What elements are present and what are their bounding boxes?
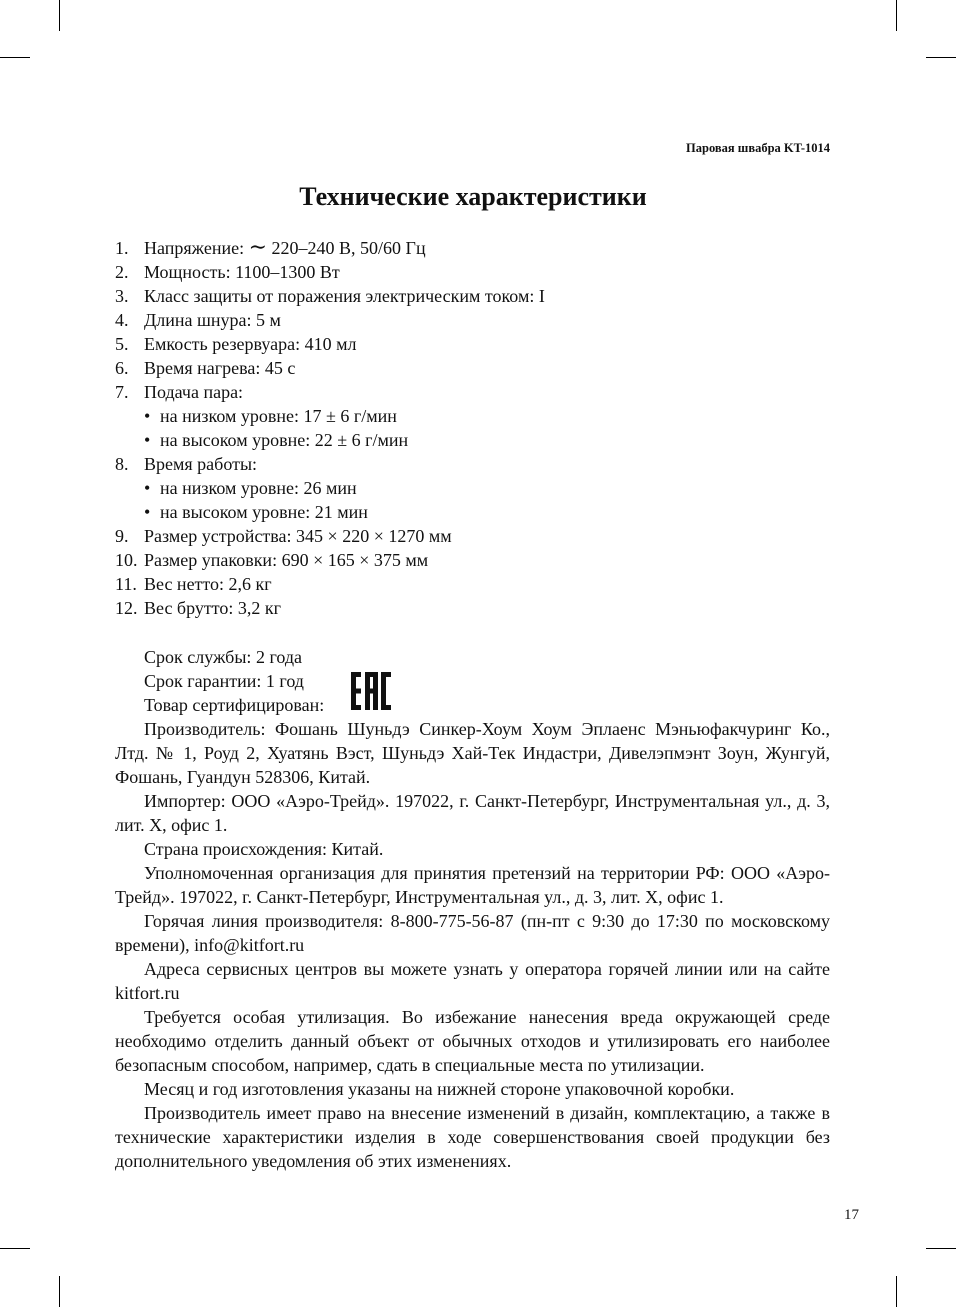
certification-label: Товар сертифицирован: [144, 695, 325, 715]
spec-text: Вес брутто: 3,2 кг [144, 598, 281, 618]
spec-number: 11. [115, 574, 137, 594]
ac-tilde-icon: ∼ [248, 234, 268, 259]
manufacturer-info: Производитель: Фошань Шуньдэ Синкер-Хоум Хоум Эплаенс Мэньюфакчуринг Ко., Лтд. № 1, Роуд 2, Хуатянь Вэст, Шуньдэ Хай-Тек Индастри, Дивелэпмэнт Зоун, Жунгуй, Фошань, Гуандун 528306, Китай. [115, 719, 830, 787]
spec-text: Время нагрева: 45 с [144, 358, 296, 378]
spec-item [115, 308, 830, 332]
spec-value: 220–240 В, 50/60 Гц [271, 238, 426, 258]
spec-number: 3. [115, 286, 129, 306]
spec-item [115, 236, 830, 260]
spec-subitem-text: на высоком уровне: 21 мин [160, 502, 368, 522]
spec-item [115, 572, 830, 596]
spec-item [115, 380, 830, 404]
spec-number: 2. [115, 262, 129, 282]
spec-text: Емкость резервуара: 410 мл [144, 334, 357, 354]
spec-subitem [115, 404, 830, 428]
crop-mark-bottom-right-vertical [896, 1276, 897, 1307]
info-section [115, 645, 830, 1173]
running-header: Паровая швабра KT-1014 [686, 141, 830, 155]
spec-item [115, 452, 830, 476]
spec-number: 9. [115, 526, 129, 546]
spec-text: Размер упаковки: 690 × 165 × 375 мм [144, 550, 429, 570]
changes-notice: Производитель имеет право на внесение изменений в дизайн, комплектацию, а также в технические характеристики изделия в ходе совершенствования своей продукции без дополнительного уведомления об этих изменениях. [115, 1103, 830, 1171]
crop-mark-bottom-right-horizontal [926, 1248, 956, 1249]
spec-item [115, 356, 830, 380]
crop-mark-bottom-left-horizontal [0, 1248, 30, 1249]
bullet-icon: • [144, 406, 151, 426]
service-life: Срок службы: 2 года [144, 647, 303, 667]
crop-mark-top-right-horizontal [926, 57, 956, 58]
spec-subitem [115, 428, 830, 452]
bullet-icon: • [144, 430, 151, 450]
crop-mark-top-right-vertical [896, 0, 897, 31]
country-of-origin: Страна происхождения: Китай. [144, 839, 384, 859]
spec-subitem-text: на низком уровне: 26 мин [160, 478, 357, 498]
spec-number: 10. [115, 550, 138, 570]
authorized-organization: Уполномоченная организация для принятия претензий на территории РФ: ООО «Аэро-Трейд». 197022, г. Санкт-Петербург, Инструментальная ул., д. 3, лит. Х, офис 1. [115, 863, 830, 907]
spec-item [115, 596, 830, 620]
page-number: 17 [844, 1207, 859, 1223]
spec-subitem-text: на низком уровне: 17 ± 6 г/мин [160, 406, 397, 426]
spec-label: Напряжение: [144, 238, 245, 258]
spec-text: Класс защиты от поражения электрическим током: I [144, 286, 545, 306]
spec-list [115, 236, 830, 620]
spec-number: 12. [115, 598, 138, 618]
spec-number: 6. [115, 358, 129, 378]
spec-subitem [115, 500, 830, 524]
spec-number: 7. [115, 382, 129, 402]
service-centers-info: Адреса сервисных центров вы можете узнать у оператора горячей линии или на сайте kitfort.ru [115, 959, 830, 1003]
bullet-icon: • [144, 502, 151, 522]
spec-text: Подача пара: [144, 382, 244, 402]
hotline-info: Горячая линия производителя: 8-800-775-56-87 (пн-пт с 9:30 до 17:30 по московскому времени), info@kitfort.ru [115, 911, 830, 955]
warranty-period: Срок гарантии: 1 год [144, 671, 304, 691]
page-title: Технические характеристики [299, 182, 647, 211]
spec-text: Мощность: 1100–1300 Вт [144, 262, 340, 282]
crop-mark-bottom-left-vertical [59, 1276, 60, 1307]
spec-item [115, 284, 830, 308]
spec-text: Время работы: [144, 454, 258, 474]
crop-mark-top-left-horizontal [0, 57, 30, 58]
importer-info: Импортер: ООО «Аэро-Трейд». 197022, г. Санкт-Петербург, Инструментальная ул., д. 3, лит. Х, офис 1. [115, 791, 830, 835]
spec-subitem [115, 476, 830, 500]
spec-text: Вес нетто: 2,6 кг [144, 574, 272, 594]
eac-certification-icon [350, 671, 392, 711]
spec-item [115, 260, 830, 284]
spec-subitem-text: на высоком уровне: 22 ± 6 г/мин [160, 430, 409, 450]
spec-number: 5. [115, 334, 129, 354]
spec-item [115, 548, 830, 572]
crop-mark-top-left-vertical [59, 0, 60, 31]
spec-text: Длина шнура: 5 м [144, 310, 281, 330]
spec-text: Размер устройства: 345 × 220 × 1270 мм [144, 526, 452, 546]
spec-item [115, 524, 830, 548]
spec-number: 4. [115, 310, 129, 330]
spec-item [115, 332, 830, 356]
disposal-info: Требуется особая утилизация. Во избежание нанесения вреда окружающей среде необходимо отделить данный объект от обычных отходов и утилизировать его наиболее безопасным способом, например, сдать в специальные места по утилизации. [115, 1007, 830, 1075]
spec-number: 1. [115, 238, 129, 258]
manufacture-date-info: Месяц и год изготовления указаны на нижней стороне упаковочной коробки. [144, 1079, 735, 1099]
bullet-icon: • [144, 478, 151, 498]
spec-number: 8. [115, 454, 129, 474]
